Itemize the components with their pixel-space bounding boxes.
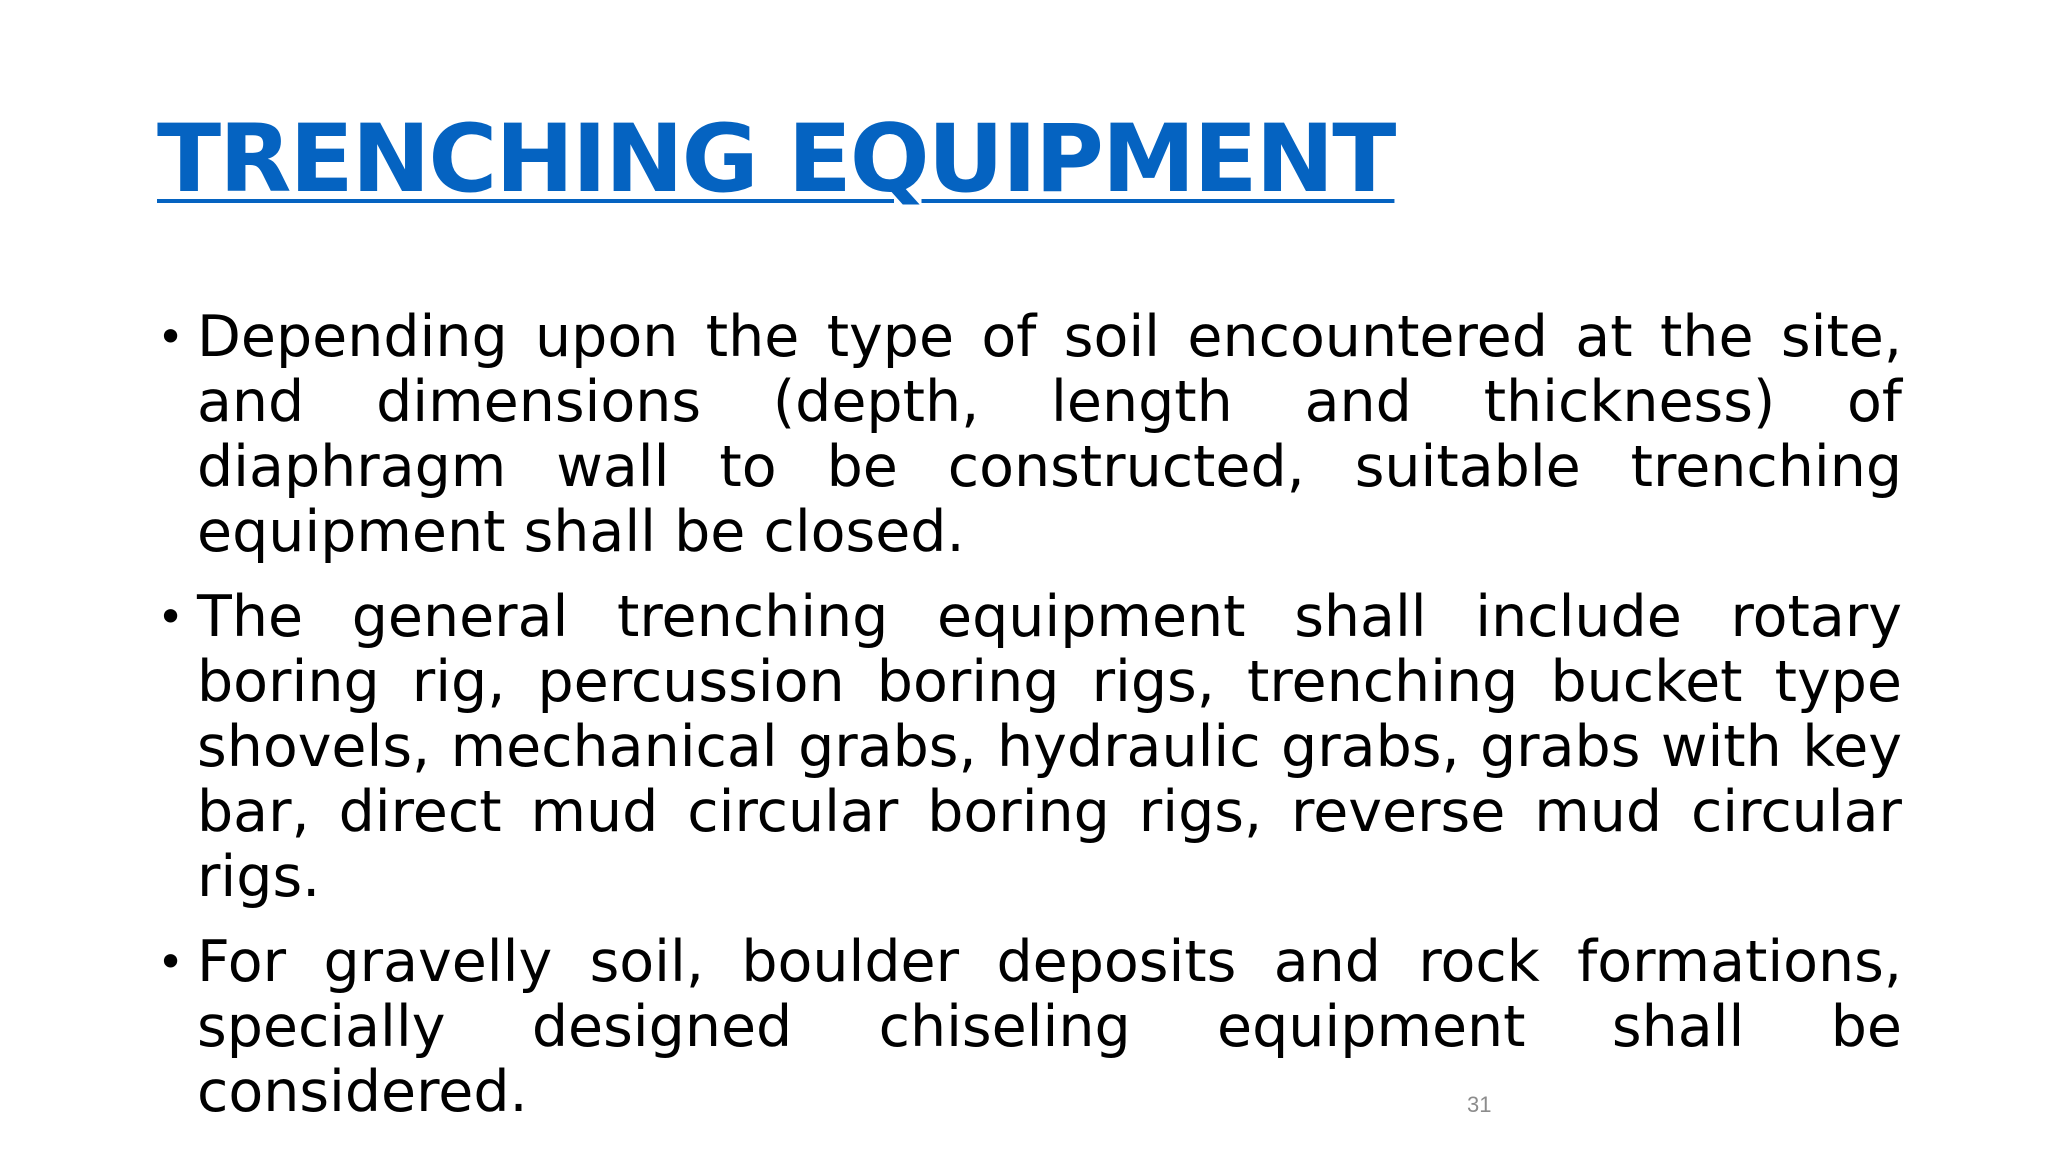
list-item	[157, 585, 1902, 910]
bullet-text: For gravelly soil, boulder deposits and rock formations, specially designed chiseling equipment shall be considered.	[197, 929, 1902, 1125]
bullet-text: Depending upon the type of soil encountered at the site, and dimensions (depth, length and thickness) of diaphragm wall to be constructed, suitable trenching equipment shall be closed.	[197, 304, 1902, 565]
list-item	[157, 305, 1902, 565]
list-item	[157, 930, 1902, 1125]
bullet-list	[157, 305, 1902, 1145]
bullet-icon: •	[157, 935, 185, 989]
slide-title: TRENCHING EQUIPMENT	[157, 105, 1395, 214]
bullet-icon: •	[157, 590, 185, 644]
bullet-text: The general trenching equipment shall include rotary boring rig, percussion boring rigs, trenching bucket type shovels, mechanical grabs, hydraulic grabs, grabs with key bar, direct mud circular boring rigs, reverse mud circular rigs.	[197, 584, 1902, 910]
bullet-icon: •	[157, 310, 185, 364]
page-number: 31	[1467, 1092, 1492, 1117]
